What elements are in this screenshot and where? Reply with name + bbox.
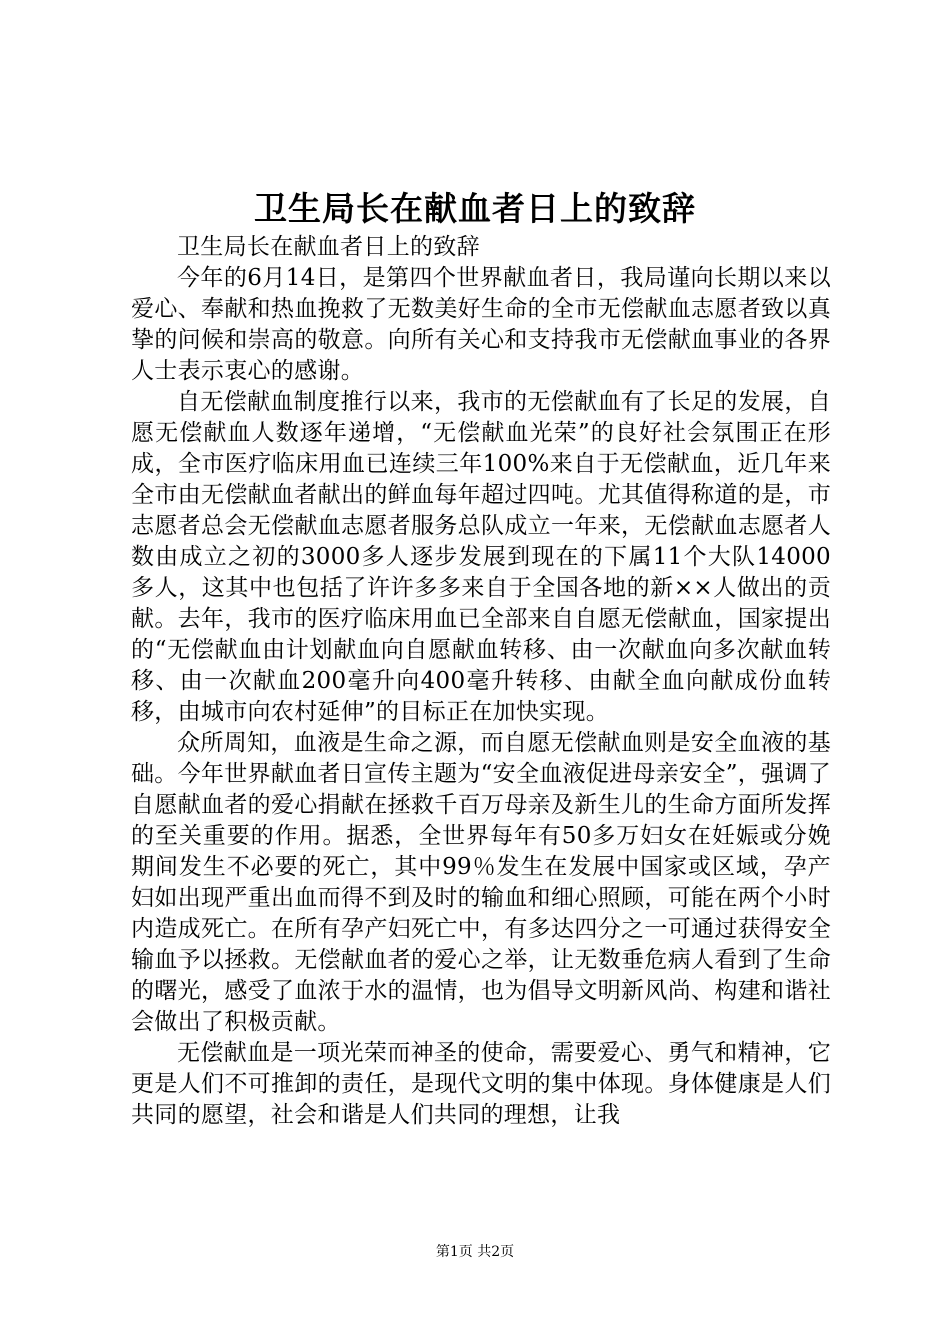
page-footer <box>0 1242 950 1262</box>
paragraph: 自无偿献血制度推行以来，我市的无偿献血有了长足的发展，自愿无偿献血人数逐年递增，“无偿献血光荣”的良好社会氛围正在形成，全市医疗临床用血已连续三年100%来自于无偿献血，近几年来全市由无偿献血者献出的鲜血每年超过四吨。尤其值得称道的是，市志愿者总会无偿献血志愿者服务总队成立一年来，无偿献血志愿者人数由成立之初的3000多人逐步发展到现在的下属11个大队14000多人，这其中也包括了许许多多来自于全国各地的新××人做出的贡献。去年，我市的医疗临床用血已全部来自自愿无偿献血，国家提出的“无偿献血由计划献血向自愿献血转移、由一次献血向多次献血转移、由一次献血200毫升向400毫升转移、由献全血向献成份血转移，由城市向农村延伸”的目标正在加快实现。 <box>131 389 831 725</box>
document-title: 卫生局长在献血者日上的致辞 <box>254 189 696 228</box>
paragraph: 今年的6月14日，是第四个世界献血者日，我局谨向长期以来以爱心、奉献和热血挽救了无数美好生命的全市无偿献血志愿者致以真挚的问候和崇高的敬意。向所有关心和支持我市无偿献血事业的各界人士表示衷心的感谢。 <box>131 265 831 384</box>
document-body <box>131 232 831 1131</box>
page-total: 共2页 <box>477 1244 515 1260</box>
paragraph-subtitle: 卫生局长在献血者日上的致辞 <box>177 234 480 260</box>
page-number: 第1页 <box>435 1244 473 1260</box>
paragraph: 无偿献血是一项光荣而神圣的使命，需要爱心、勇气和精神，它更是人们不可推卸的责任，是现代文明的集中体现。身体健康是人们共同的愿望，社会和谐是人们共同的理想，让我 <box>131 1040 831 1128</box>
paragraph: 众所周知，血液是生命之源，而自愿无偿献血则是安全血液的基础。今年世界献血者日宣传主题为“安全血液促进母亲安全”，强调了自愿献血者的爱心捐献在拯救千百万母亲及新生儿的生命方面所发挥的至关重要的作用。据悉，全世界每年有50多万妇女在妊娠或分娩期间发生不必要的死亡，其中99％发生在发展中国家或区域，孕产妇如出现严重出血而得不到及时的输血和细心照顾，可能在两个小时内造成死亡。在所有孕产妇死亡中，有多达四分之一可通过获得安全输血予以拯救。无偿献血者的爱心之举，让无数垂危病人看到了生命的曙光，感受了血浓于水的温情，也为倡导文明新风尚、构建和谐社会做出了积极贡献。 <box>131 730 831 1035</box>
